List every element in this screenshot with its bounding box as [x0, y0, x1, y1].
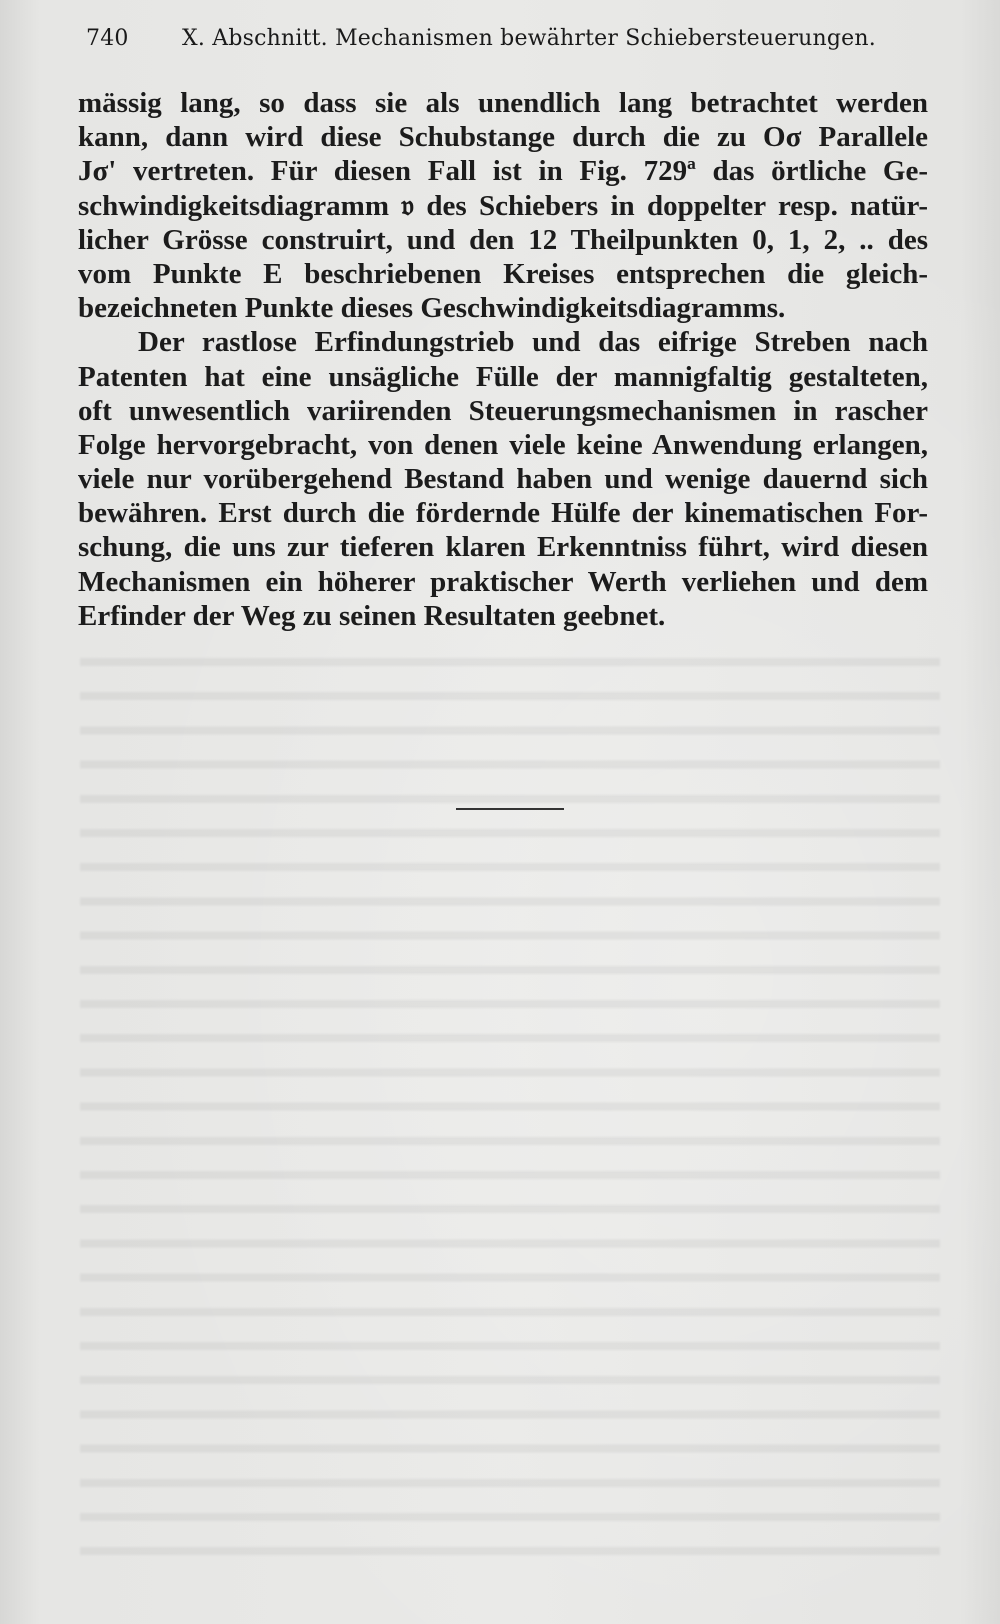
page-number: 740 — [86, 26, 129, 51]
text-line: schwindigkeitsdiagramm 𝔳 des Schiebers in doppelter resp. natür- — [78, 189, 928, 222]
text-line: Mechanismen ein höherer praktischer Werth verliehen und dem — [78, 565, 928, 598]
text-line: Erfinder der Weg zu seinen Resultaten geebnet. — [78, 599, 666, 632]
text-line: Folge hervorgebracht, von denen viele keine Anwendung erlangen, — [78, 428, 928, 461]
body-text — [78, 86, 928, 633]
show-through-text-background — [80, 640, 940, 1560]
text-line: schung, die uns zur tieferen klaren Erkenntniss führt, wird diesen — [78, 531, 928, 564]
text-line: mässig lang, so dass sie als unendlich lang betrachtet werden — [78, 87, 928, 119]
text-line: Der rastlose Erfindungstrieb und das eifrige Streben nach — [138, 326, 928, 359]
text-line: viele nur vorübergehend Bestand haben und wenige dauernd sich — [78, 463, 928, 496]
running-title: X. Abschnitt. Mechanismen bewährter Schiebersteuerungen. — [182, 26, 876, 51]
text-line: vom Punkte E beschriebenen Kreises entsprechen die gleich- — [78, 257, 928, 290]
section-end-rule — [456, 808, 564, 810]
text-line: bezeichneten Punkte dieses Geschwindigkeitsdiagramms. — [78, 292, 786, 325]
text-line: oft unwesentlich variirenden Steuerungsmechanismen in rascher — [78, 394, 928, 427]
text-line: kann, dann wird diese Schubstange durch die zu Oσ Parallele — [78, 121, 928, 154]
running-header — [86, 26, 876, 62]
text-line: Jσ' vertreten. Für diesen Fall ist in Fig. 729ª das örtliche Ge- — [78, 155, 928, 188]
text-line: Patenten hat eine unsägliche Fülle der mannigfaltig gestalteten, — [78, 360, 928, 393]
paragraph-2 — [78, 325, 928, 633]
text-line: licher Grösse construirt, und den 12 Theilpunkten 0, 1, 2, .. des — [78, 223, 928, 256]
text-line: bewähren. Erst durch die fördernde Hülfe der kinematischen For- — [78, 497, 928, 530]
paragraph-1 — [78, 86, 928, 325]
